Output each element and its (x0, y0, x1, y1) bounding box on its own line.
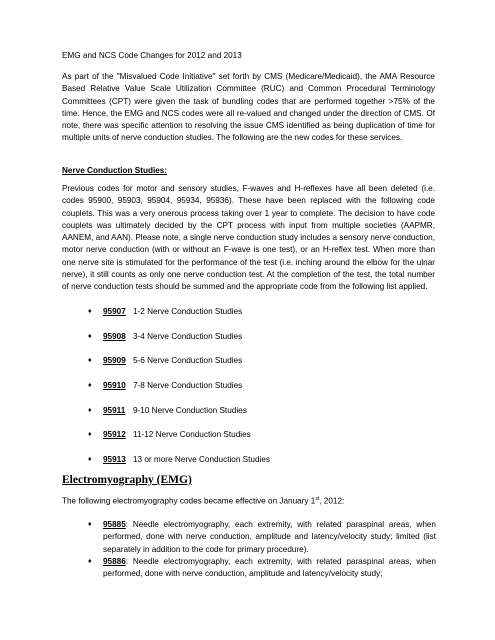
ncs-code: 95911 (103, 405, 126, 415)
diamond-bullet-icon: ♦ (88, 357, 92, 365)
list-item (89, 519, 436, 556)
diamond-bullet-icon: ♦ (88, 332, 92, 340)
ncs-code: 95908 (103, 331, 126, 341)
ncs-code-description: 1-2 Nerve Conduction Studies (133, 307, 243, 316)
ncs-code: 95909 (103, 356, 126, 366)
diamond-bullet-icon: ♦ (88, 406, 92, 414)
emg-item-text (103, 519, 436, 556)
ncs-heading: Nerve Conduction Studies: (62, 166, 168, 175)
emg-intro-superscript: st (315, 496, 320, 502)
diamond-bullet-icon: ♦ (88, 456, 92, 464)
ncs-code-description: 7-8 Nerve Conduction Studies (133, 381, 243, 391)
ncs-code-description: 11-12 Nerve Conduction Studies (133, 430, 251, 440)
ncs-code-description: 9-10 Nerve Conduction Studies (133, 405, 247, 415)
ncs-code: 95912 (103, 430, 126, 440)
emg-code: 95885 (103, 520, 126, 529)
emg-item-text (103, 556, 436, 581)
ncs-code: 95907 (103, 307, 126, 316)
diamond-bullet-icon: ♦ (88, 382, 92, 390)
emg-intro (62, 496, 344, 506)
document-title: EMG and NCS Code Changes for 2012 and 2013 (62, 51, 242, 60)
ncs-code-description: 5-6 Nerve Conduction Studies (133, 356, 243, 366)
intro-paragraph: As part of the "Misvalued Code Initiative" set forth by CMS (Medicare/Medicaid), the AMA Resource Based Relative Value Scale Utilization Committee (RUC) and Common Procedural Terminology Committees (CPT) were given the task of bundling codes that are performed together >75% of the time. Hence, the EMG and NCS codes were all re-valued and changed under the direction of CMS. Of note, there was specific attention to resolving the issue CMS identified as being duplication of time for multiple units of nerve conduction studies. The following are the new codes for these services. (62, 72, 435, 143)
emg-code-list (89, 519, 436, 580)
emg-code-description: : Needle electromyography, each extremity, with related paraspinal areas, when performed, done with nerve conduction, amplitude and latency/velocity study; (103, 556, 436, 579)
emg-intro-date-end: , 2012: (319, 496, 345, 506)
ncs-code-description: 13 or more Nerve Conduction Studies (133, 455, 270, 465)
list-item (89, 556, 436, 581)
emg-code: 95886 (103, 556, 126, 566)
ncs-code: 95913 (103, 455, 126, 465)
diamond-bullet-icon: ♦ (88, 557, 92, 565)
ncs-paragraph: Previous codes for motor and sensory studies, F-waves and H-reflexes have all been deleted (i.e. codes 95900, 95903, 95904, 95934, 95936). These have been replaced with the following code couplets. This was a very onerous process taking over 1 year to complete. The decision to have code couplets was ultimately decided by the CPT process with input from multiple societies (AAPMR, AANEM, and AAN). Please note, a single nerve conduction study includes a sensory nerve conduction, motor nerve conduction (with or without an F-wave is one test), or an H-reflex test. When more than one nerve site is stimulated for the performance of the test (i.e. inching around the elbow for the ulnar nerve), it still counts as only one nerve conduction test. At the completion of the test, the total number of nerve conduction tests should be summed and the appropriate code from the following list applied. (62, 184, 435, 292)
ncs-code: 95910 (103, 381, 126, 391)
diamond-bullet-icon: ♦ (88, 308, 92, 315)
ncs-code-description: 3-4 Nerve Conduction Studies (133, 331, 243, 341)
emg-heading: Electromyography (EMG) (62, 474, 192, 486)
emg-code-description: : Needle electromyography, each extremity, with related paraspinal areas, when performed, done with nerve conduction, amplitude and latency/velocity study; limited (list separately in addition to the code for primary procedure). (103, 520, 436, 554)
diamond-bullet-icon: ♦ (88, 521, 92, 528)
diamond-bullet-icon: ♦ (88, 431, 92, 439)
emg-intro-text: The following electromyography codes became effective on January 1 (62, 496, 316, 506)
